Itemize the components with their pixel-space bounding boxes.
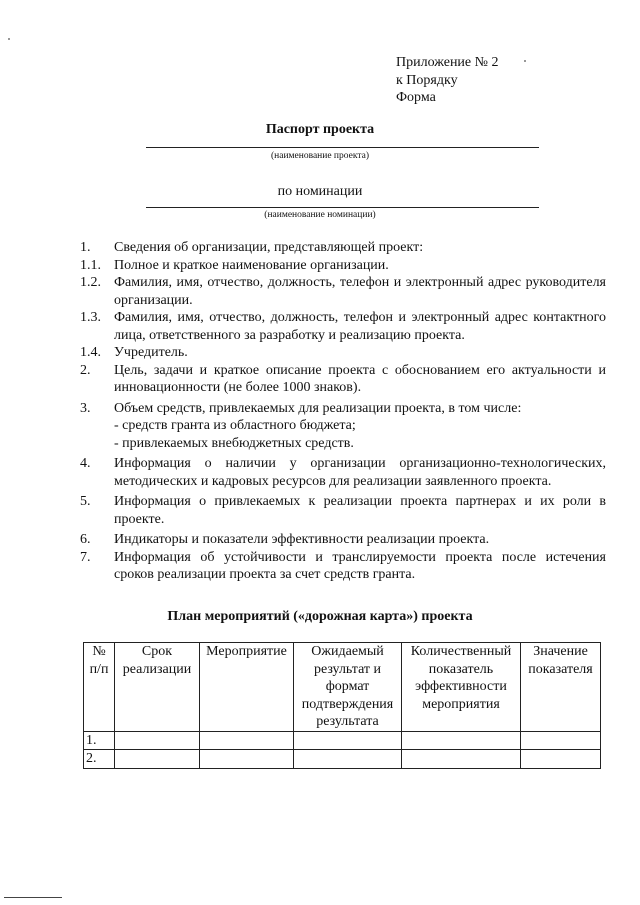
document-title: Паспорт проекта <box>265 122 375 137</box>
nomination-name-caption: (наименование номинации) <box>264 210 376 220</box>
table-cell <box>521 750 601 769</box>
table-cell <box>402 750 521 769</box>
table-cell <box>294 750 402 769</box>
list-item: 7. Информация об устойчивости и транслируемости проекта после истечения сроков реализации проекта за счет средств гранта. <box>80 549 606 582</box>
requirements-list <box>80 239 606 584</box>
table-cell <box>402 731 521 750</box>
column-header-period: Срок реализации <box>115 643 200 732</box>
table-cell <box>200 731 294 750</box>
list-item: 6. Индикаторы и показатели эффективности реализации проекта. <box>80 532 490 547</box>
plan-title: План мероприятий («дорожная карта») проекта <box>167 609 473 624</box>
roadmap-table <box>83 642 601 769</box>
column-header-activity: Мероприятие <box>200 643 294 732</box>
table-header-row <box>84 643 601 732</box>
column-header-number: № п/п <box>84 643 115 732</box>
row-number: 2. <box>84 750 115 769</box>
list-item: 1. Сведения об организации, представляющей проект: <box>80 240 424 255</box>
list-item: - средств гранта из областного бюджета; <box>114 418 356 433</box>
scan-speck <box>8 38 10 40</box>
nomination-name-line <box>146 207 539 208</box>
list-item: 1.3. Фамилия, имя, отчество, должность, телефон и электронный адрес контактного лица, ответственного за разработку и реализацию проекта. <box>80 310 606 343</box>
annex-number: Приложение № 2 <box>396 55 499 70</box>
column-header-value: Значение показателя <box>521 643 601 732</box>
annex-reference: к Порядку <box>396 72 458 88</box>
table-cell <box>115 731 200 750</box>
table-row <box>84 750 601 769</box>
list-item: 3. Объем средств, привлекаемых для реализации проекта, в том числе: <box>80 400 522 416</box>
list-item: 1.1. Полное и краткое наименование организации. <box>80 257 389 273</box>
table-cell <box>200 750 294 769</box>
table-cell <box>294 731 402 750</box>
row-number: 1. <box>84 731 115 750</box>
nomination-label: по номинации <box>277 184 363 199</box>
column-header-indicator: Количественный показатель эффективности мероприятия <box>402 643 521 732</box>
scan-edge-mark <box>4 897 62 898</box>
table-cell <box>115 750 200 769</box>
list-item: 5. Информация о привлекаемых к реализации проекта партнерах и их роли в проекте. <box>80 494 606 527</box>
scan-speck <box>524 60 526 62</box>
list-item: 1.4. Учредитель. <box>80 345 188 360</box>
annex-form-label: Форма <box>396 90 436 105</box>
project-name-caption: (наименование проекта) <box>270 151 369 161</box>
list-item: 2. Цель, задачи и краткое описание проекта с обоснованием его актуальности и инновационности (не более 1000 знаков). <box>80 362 606 395</box>
list-item: - привлекаемых внебюджетных средств. <box>114 435 354 451</box>
project-name-line <box>146 147 539 148</box>
column-header-result: Ожидаемый результат и формат подтверждения результата <box>294 643 402 732</box>
list-item: 4. Информация о наличии у организации организационно-технологических, методических и кадровых ресурсов для реализации заявленного проекта. <box>80 456 606 489</box>
table-row <box>84 731 601 750</box>
table-cell <box>521 731 601 750</box>
list-item: 1.2. Фамилия, имя, отчество, должность, телефон и электронный адрес руководителя организации. <box>80 275 606 308</box>
annex-block <box>396 54 499 107</box>
